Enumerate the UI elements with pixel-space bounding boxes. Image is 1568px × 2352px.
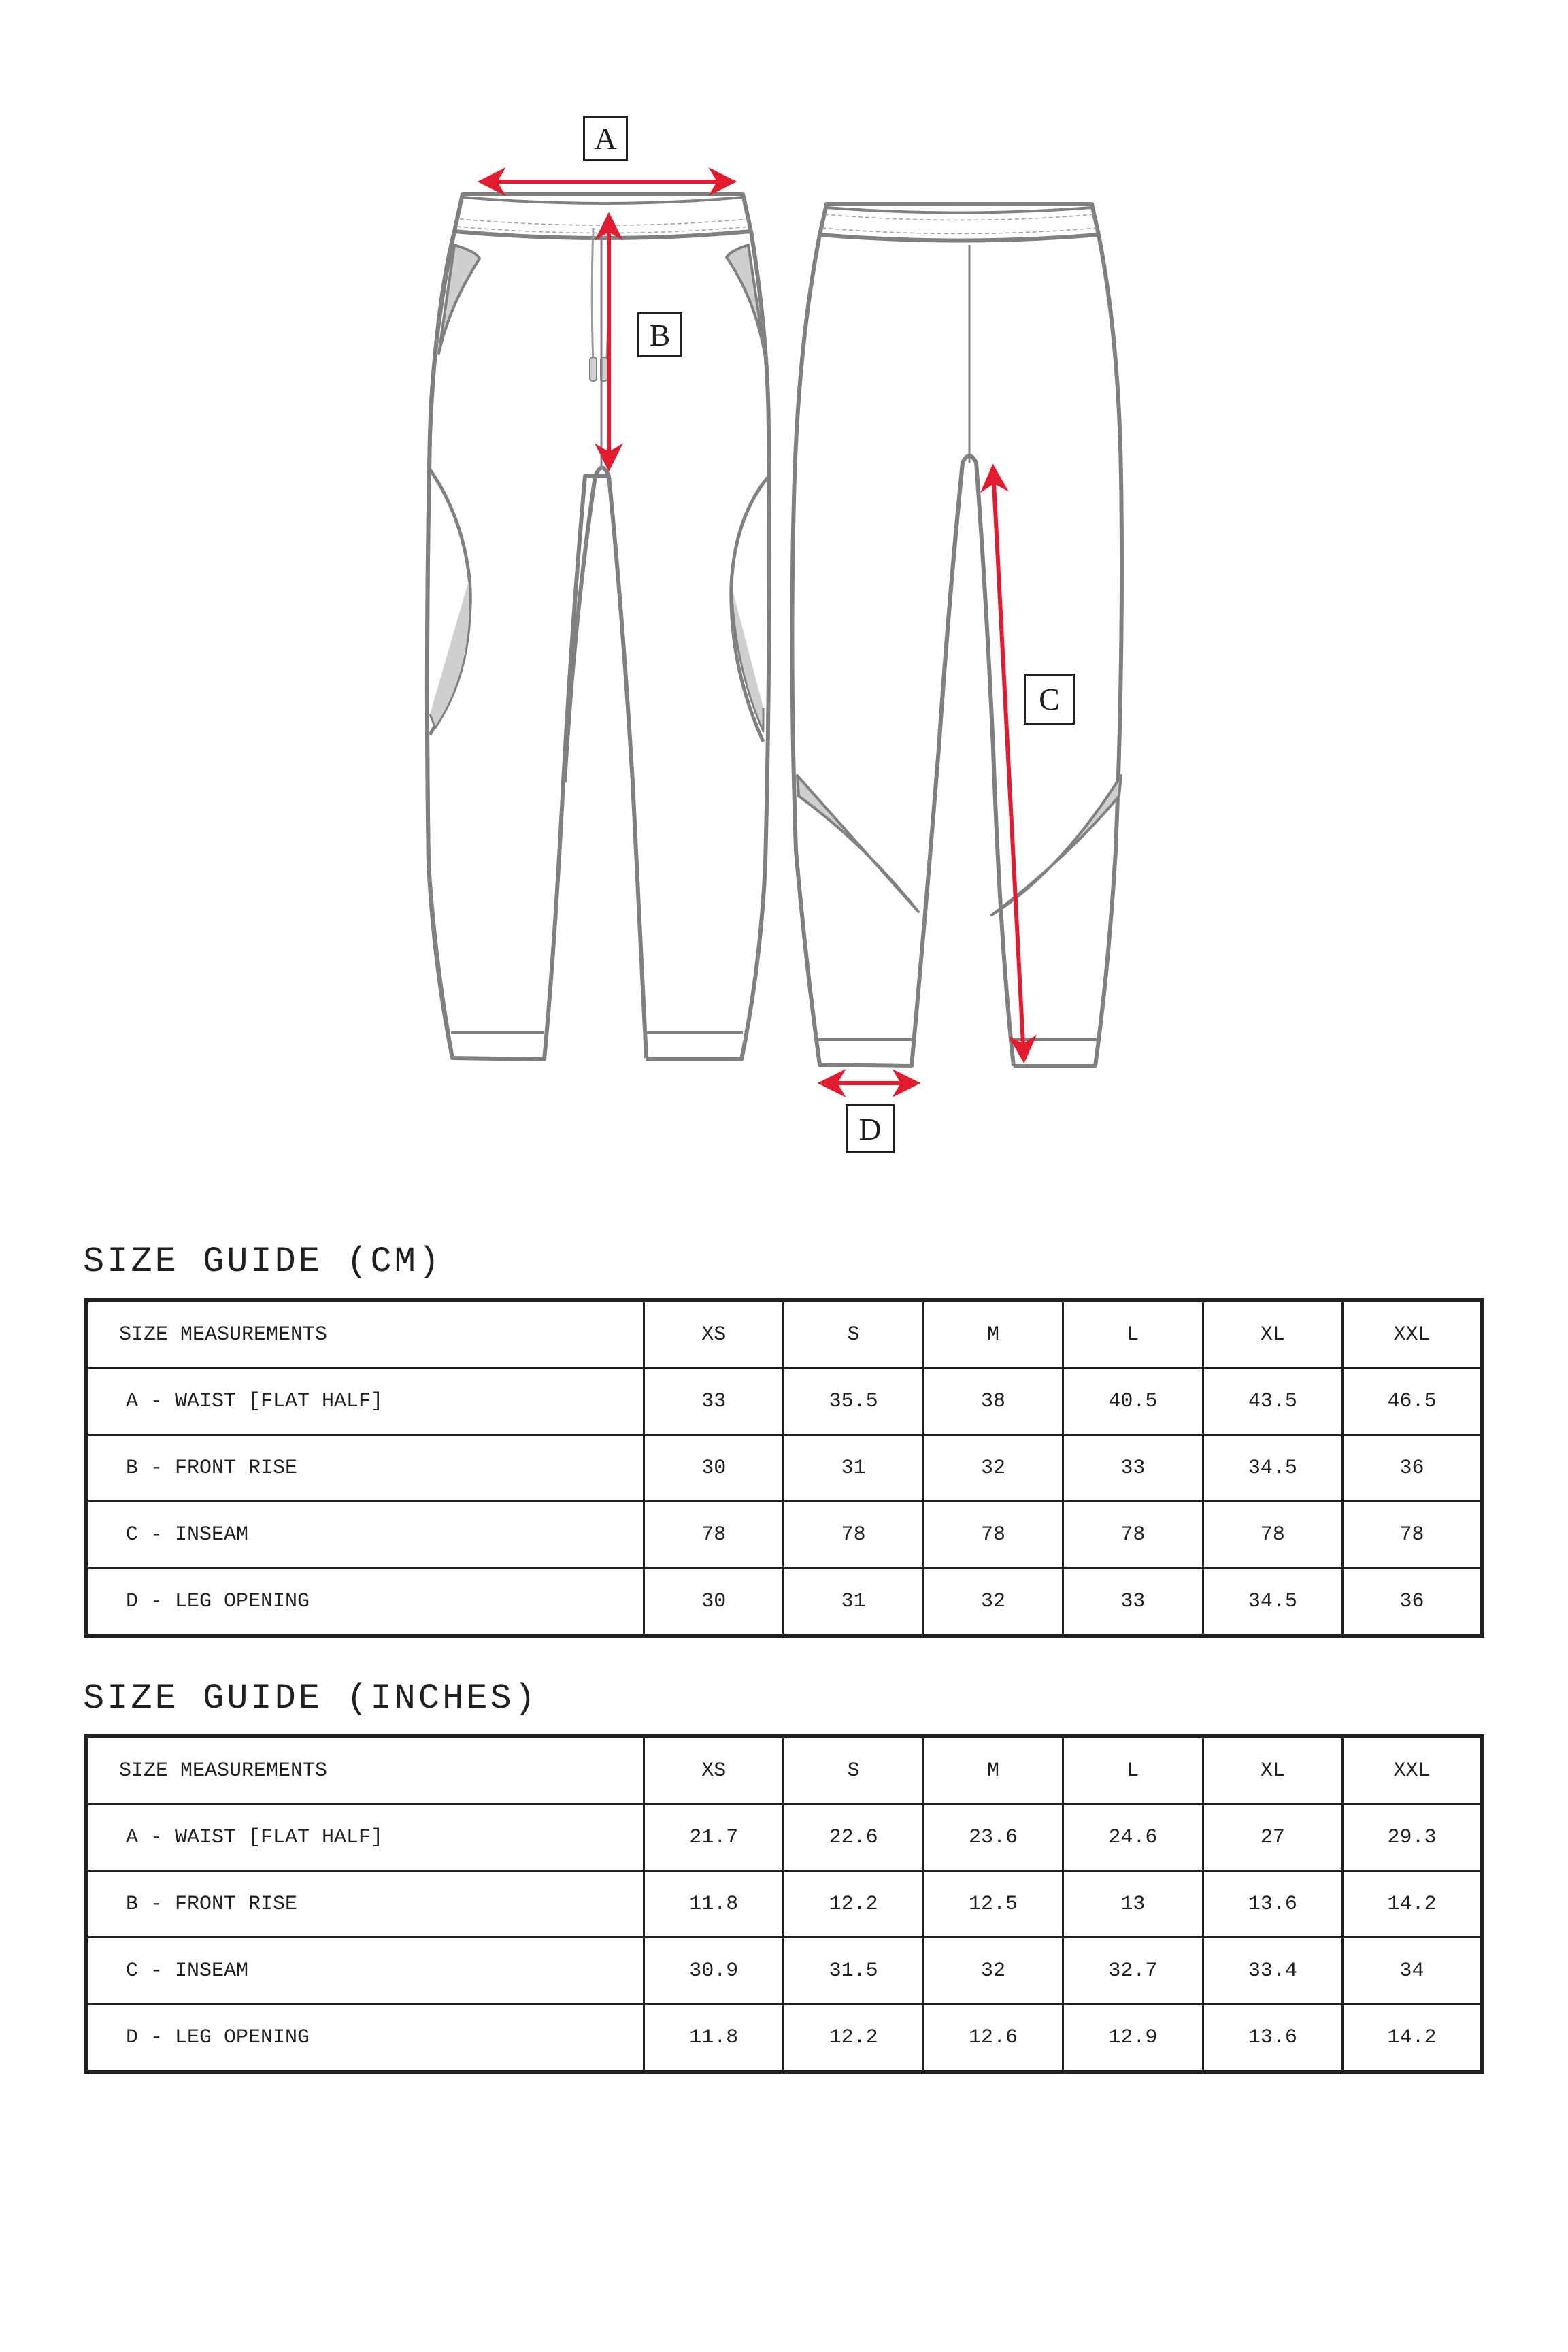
pants-technical-drawing [0,0,1568,1170]
arrow-c-inseam [993,469,1024,1058]
header-cell: S [784,1736,923,1804]
cell: 23.6 [923,1804,1063,1871]
cell: 35.5 [784,1368,923,1435]
row-label: A - WAIST [FLAT HALF] [86,1368,644,1435]
cell: 78 [644,1502,784,1568]
header-cell: SIZE MEASUREMENTS [86,1300,644,1368]
section-title-inches: SIZE GUIDE (INCHES) [83,1678,538,1719]
table-row [86,1804,1482,1871]
section-title-cm: SIZE GUIDE (CM) [83,1242,443,1282]
header-cell: XL [1203,1736,1342,1804]
cell: 31 [784,1435,923,1502]
cell: 78 [1343,1502,1482,1568]
cell: 29.3 [1343,1804,1482,1871]
label-b: B [637,312,682,357]
cell: 43.5 [1203,1368,1342,1435]
header-cell: XXL [1343,1736,1482,1804]
cell: 78 [1203,1502,1342,1568]
cell: 32 [923,1938,1063,2004]
table-row [86,1938,1482,2004]
row-label: D - LEG OPENING [86,1568,644,1636]
row-label: C - INSEAM [86,1502,644,1568]
table-row [86,1502,1482,1568]
cell: 78 [784,1502,923,1568]
cell: 27 [1203,1804,1342,1871]
table-header-row [86,1736,1482,1804]
cell: 24.6 [1063,1804,1203,1871]
cell: 13.6 [1203,1871,1342,1938]
cell: 11.8 [644,1871,784,1938]
table-row [86,1568,1482,1636]
cell: 30 [644,1568,784,1636]
table-row [86,1368,1482,1435]
cell: 11.8 [644,2004,784,2072]
cell: 12.5 [923,1871,1063,1938]
row-label: B - FRONT RISE [86,1871,644,1938]
measurement-arrows [483,182,1024,1083]
cell: 21.7 [644,1804,784,1871]
cell: 14.2 [1343,1871,1482,1938]
row-label: D - LEG OPENING [86,2004,644,2072]
cell: 13.6 [1203,2004,1342,2072]
header-cell: M [923,1736,1063,1804]
cell: 33.4 [1203,1938,1342,2004]
header-cell: L [1063,1736,1203,1804]
cell: 22.6 [784,1804,923,1871]
label-c: C [1024,674,1075,725]
header-cell: SIZE MEASUREMENTS [86,1736,644,1804]
cell: 46.5 [1343,1368,1482,1435]
cell: 31.5 [784,1938,923,2004]
cell: 34.5 [1203,1435,1342,1502]
header-cell: M [923,1300,1063,1368]
cell: 32.7 [1063,1938,1203,2004]
table-row [86,2004,1482,2072]
cell: 32 [923,1568,1063,1636]
cell: 78 [923,1502,1063,1568]
header-cell: XS [644,1736,784,1804]
table-header-row [86,1300,1482,1368]
cell: 31 [784,1568,923,1636]
header-cell: XXL [1343,1300,1482,1368]
cell: 12.2 [784,1871,923,1938]
row-label: B - FRONT RISE [86,1435,644,1502]
label-d: D [846,1104,895,1153]
cell: 12.9 [1063,2004,1203,2072]
cell: 33 [644,1368,784,1435]
table-row [86,1435,1482,1502]
cell: 36 [1343,1568,1482,1636]
back-left-leg [792,235,963,1066]
cell: 34.5 [1203,1568,1342,1636]
header-cell: L [1063,1300,1203,1368]
cell: 34 [1343,1938,1482,2004]
back-view [792,204,1122,1066]
table-row [86,1871,1482,1938]
back-crotch [939,456,1014,1066]
cell: 12.2 [784,2004,923,2072]
cell: 13 [1063,1871,1203,1938]
cell: 36 [1343,1435,1482,1502]
cell: 30 [644,1435,784,1502]
header-cell: XS [644,1300,784,1368]
cell: 32 [923,1435,1063,1502]
cell: 40.5 [1063,1368,1203,1435]
header-cell: XL [1203,1300,1342,1368]
size-table-inches [84,1734,1484,2074]
cell: 30.9 [644,1938,784,2004]
header-cell: S [784,1300,923,1368]
label-a: A [583,116,628,161]
row-label: A - WAIST [FLAT HALF] [86,1804,644,1871]
front-view [427,194,769,1059]
cell: 12.6 [923,2004,1063,2072]
cell: 14.2 [1343,2004,1482,2072]
cell: 78 [1063,1502,1203,1568]
cell: 33 [1063,1435,1203,1502]
cell: 33 [1063,1568,1203,1636]
back-right-leg [1014,235,1122,1066]
size-table-cm [84,1298,1484,1638]
row-label: C - INSEAM [86,1938,644,2004]
cell: 38 [923,1368,1063,1435]
